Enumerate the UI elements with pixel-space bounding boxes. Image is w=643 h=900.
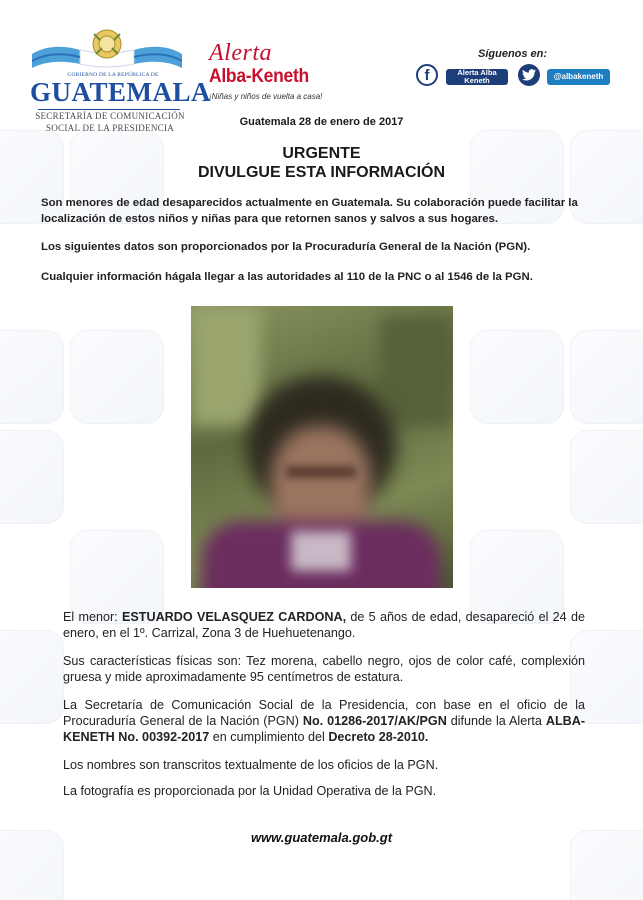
date-line: Guatemala 28 de enero de 2017: [239, 116, 404, 128]
photo-note: La fotografía es proporcionada por la Unidad Operativa de la PGN.: [63, 784, 437, 798]
intro-paragraph-1: Son menores de edad desaparecidos actualmente en Guatemala. Su colaboración puede facilitar la localización de estos niños y niñas para que retornen sanos y salvos a sus hogares.: [41, 197, 578, 225]
gov-name: GUATEMALA: [30, 77, 212, 107]
alert-tagline: ¡Niñas y niños de vuelta a casa!: [209, 92, 323, 101]
details-prefix: El menor:: [63, 610, 118, 624]
title-divulgue: DIVULGUE ESTA INFORMACIÓN: [197, 164, 446, 181]
child-details: [63, 609, 585, 641]
missing-child-photo: [191, 306, 453, 588]
official-statement: [63, 697, 585, 745]
age-and-place: de 5 años de edad, desapareció el 24 de enero, en el 1º. Carrizal, Zona 3 de Huehuetenango.: [63, 610, 585, 640]
physical-description: Sus características físicas son: Tez morena, cabello negro, ojos de color café, complexión gruesa y mide aproximadamente 95 centímetros de estatura.: [63, 654, 585, 684]
facebook-label-line2: Keneth: [464, 76, 490, 85]
alert-number: ALBA-KENETH No. 00392-2017: [63, 714, 586, 744]
secretariat-line-2: SOCIAL DE LA PRESIDENCIA: [45, 123, 175, 133]
twitter-icon[interactable]: [518, 64, 540, 86]
decree-number: Decreto 28-2010.: [328, 730, 429, 744]
official-document-number: No. 01286-2017/AK/PGN: [302, 714, 447, 728]
secretariat-line-1: SECRETARÍA DE COMUNICACIÓN: [35, 111, 185, 121]
intro-paragraph-3: Cualquier información hágala llegar a las autoridades al 110 de la PNC o al 1546 de la PGN.: [41, 271, 533, 283]
alert-word: Alerta: [209, 40, 272, 66]
title-urgent: URGENTE: [282, 145, 361, 162]
official-text-1: La Secretaría de Comunicación Social de la Presidencia, con base en el oficio de la Procuraduría General de la Nación (PGN): [63, 698, 585, 728]
intro-paragraph-2: Los siguientes datos son proporcionados por la Procuraduría General de la Nación (PGN).: [41, 241, 531, 253]
government-logo: [30, 24, 212, 133]
facebook-link[interactable]: [446, 69, 508, 85]
website-link[interactable]: www.guatemala.gob.gt: [250, 830, 393, 845]
coat-of-arms-icon: [88, 24, 126, 64]
divider: [38, 109, 180, 110]
official-text-2: difunde la Alerta: [450, 714, 542, 728]
official-text-3: en cumplimiento del: [212, 730, 325, 744]
follow-title: Síguenos en:: [478, 48, 548, 60]
alert-name: Alba-Keneth: [209, 66, 309, 87]
alba-keneth-logo: [207, 40, 337, 110]
names-note: Los nombres son transcritos textualmente de los oficios de la PGN.: [63, 758, 439, 772]
child-name: ESTUARDO VELASQUEZ CARDONA,: [121, 610, 347, 624]
twitter-link[interactable]: @albakeneth: [547, 69, 610, 85]
facebook-icon[interactable]: f: [416, 64, 438, 86]
facebook-label-line1: Alerta Alba: [457, 68, 497, 77]
gov-republic-label: GOBIERNO DE LA REPÚBLICA DE: [67, 72, 159, 78]
